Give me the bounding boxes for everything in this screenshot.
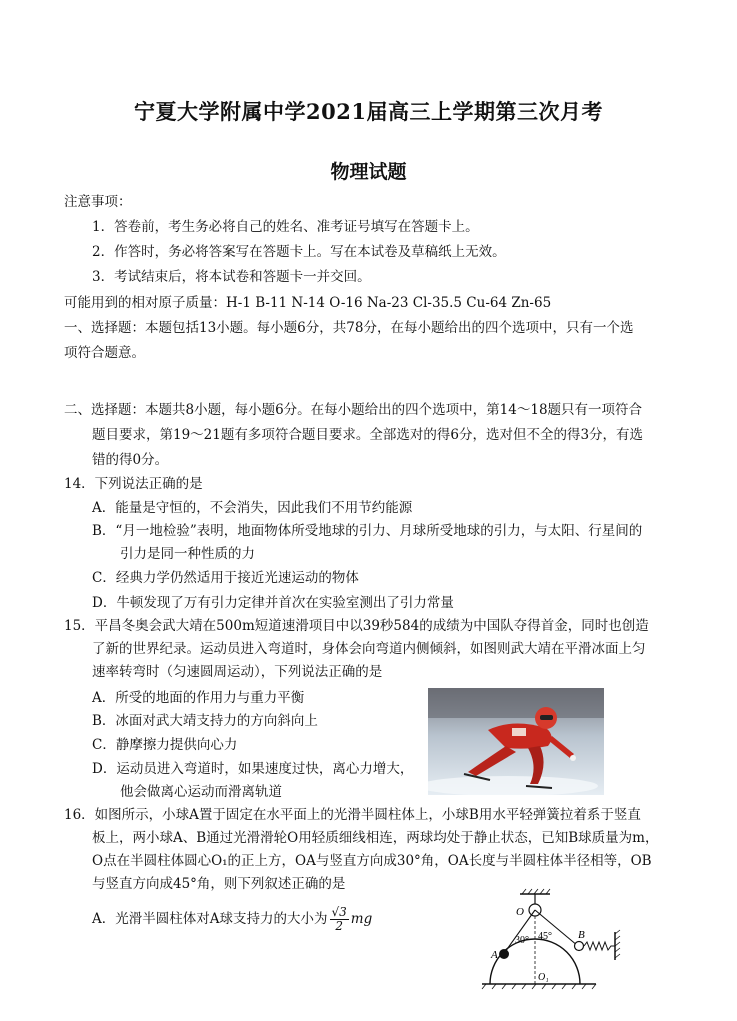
q16-stem-4: 与竖直方向成45°角，则下列叙述正确的是: [92, 876, 346, 892]
q15-stem-2: 了新的世界纪录。运动员进入弯道时，身体会向弯道内侧倾斜，如图则武大靖在平滑冰面上匀: [92, 641, 646, 657]
notice-item-1: 1．答卷前，考生务必将自己的姓名、准考证号填写在答题卡上。: [92, 219, 479, 235]
label-a: A: [491, 949, 498, 961]
section1-line2: 项符合题意。: [64, 345, 145, 361]
section2-line3: 错的得0分。: [92, 452, 169, 468]
exam-title: 宁夏大学附属中学2021届高三上学期第三次月考: [134, 99, 603, 124]
atomic-masses: 可能用到的相对原子质量：H-1 B-11 N-14 O-16 Na-23 Cl-35.5 Cu-64 Zn-65: [64, 295, 552, 311]
speed-skater-photo: [428, 688, 604, 795]
fraction-numerator: √3: [331, 905, 347, 919]
q15-option-c: C．静摩擦力提供向心力: [92, 737, 238, 753]
q14-stem: 14．下列说法正确的是: [64, 476, 203, 492]
fraction-denominator: 2: [335, 919, 343, 933]
notice-heading: 注意事项：: [64, 194, 132, 210]
q16-option-a-prefix: A．光滑半圆柱体对A球支持力的大小为: [92, 911, 328, 927]
q15-stem-3: 速率转弯时（匀速圆周运动），下列说法正确的是: [92, 664, 383, 680]
q15-option-d: D．运动员进入弯道时，如果速度过快，离心力增大，: [92, 761, 414, 777]
q16-option-a-suffix: mg: [350, 911, 373, 927]
label-b: B: [578, 929, 585, 941]
q14-option-d: D．牛顿发现了万有引力定律并首次在实验室测出了引力常量: [92, 595, 454, 611]
q14-option-a: A．能量是守恒的，不会消失，因此我们不用节约能源: [92, 500, 413, 516]
pulley-diagram: [478, 888, 628, 1000]
q15-stem-1: 15．平昌冬奥会武大靖在500m短道速滑项目中以39秒584的成绩为中国队夺得首金，同时也创造: [64, 618, 649, 634]
q14-option-b-cont: 引力是同一种性质的力: [120, 546, 255, 562]
q16-stem-2: 板上，两小球A、B通过光滑滑轮O用轻质细线相连，两球均处于静止状态，已知B球质量为m，: [92, 830, 659, 846]
section1-line1: 一、选择题：本题包括13小题。每小题6分，共78分，在每小题给出的四个选项中，只有一个选: [64, 320, 634, 336]
notice-item-3: 3．考试结束后，将本试卷和答题卡一并交回。: [92, 269, 371, 285]
q16-stem-1: 16．如图所示，小球A置于固定在水平面上的光滑半圆柱体上，小球B用水平轻弹簧拉着系于竖直: [64, 807, 641, 823]
sqrt3-over-2-fraction: [330, 906, 349, 933]
label-o1: O₁: [538, 972, 549, 983]
q15-option-b: B．冰面对武大靖支持力的方向斜向上: [92, 713, 318, 729]
angle-oa-label: 30°: [515, 935, 529, 946]
angle-ob-label: 45°: [538, 931, 552, 942]
q14-option-c: C．经典力学仍然适用于接近光速运动的物体: [92, 570, 359, 586]
subject-title: 物理试题: [330, 161, 407, 183]
section2-line1: 二、选择题：本题共8小题，每小题6分。在每小题给出的四个选项中，第14～18题只有一项符合: [64, 402, 643, 418]
q16-stem-3: O点在半圆柱体圆心O₁的正上方，OA与竖直方向成30°角，OA长度与半圆柱体半径相等，OB: [92, 853, 652, 869]
q14-option-b: B．“月一地检验”表明，地面物体所受地球的引力、月球所受地球的引力，与太阳、行星间的: [92, 523, 643, 539]
section2-line2: 题目要求，第19～21题有多项符合题目要求。全部选对的得6分，选对但不全的得3分，有选: [92, 427, 644, 443]
notice-item-2: 2．作答时，务必将答案写在答题卡上。写在本试卷及草稿纸上无效。: [92, 244, 506, 260]
q15-option-a: A．所受的地面的作用力与重力平衡: [92, 690, 305, 706]
label-o: O: [516, 906, 524, 918]
q16-option-a: [92, 906, 372, 933]
q15-option-d-cont: 他会做离心运动而滑离轨道: [120, 784, 282, 800]
